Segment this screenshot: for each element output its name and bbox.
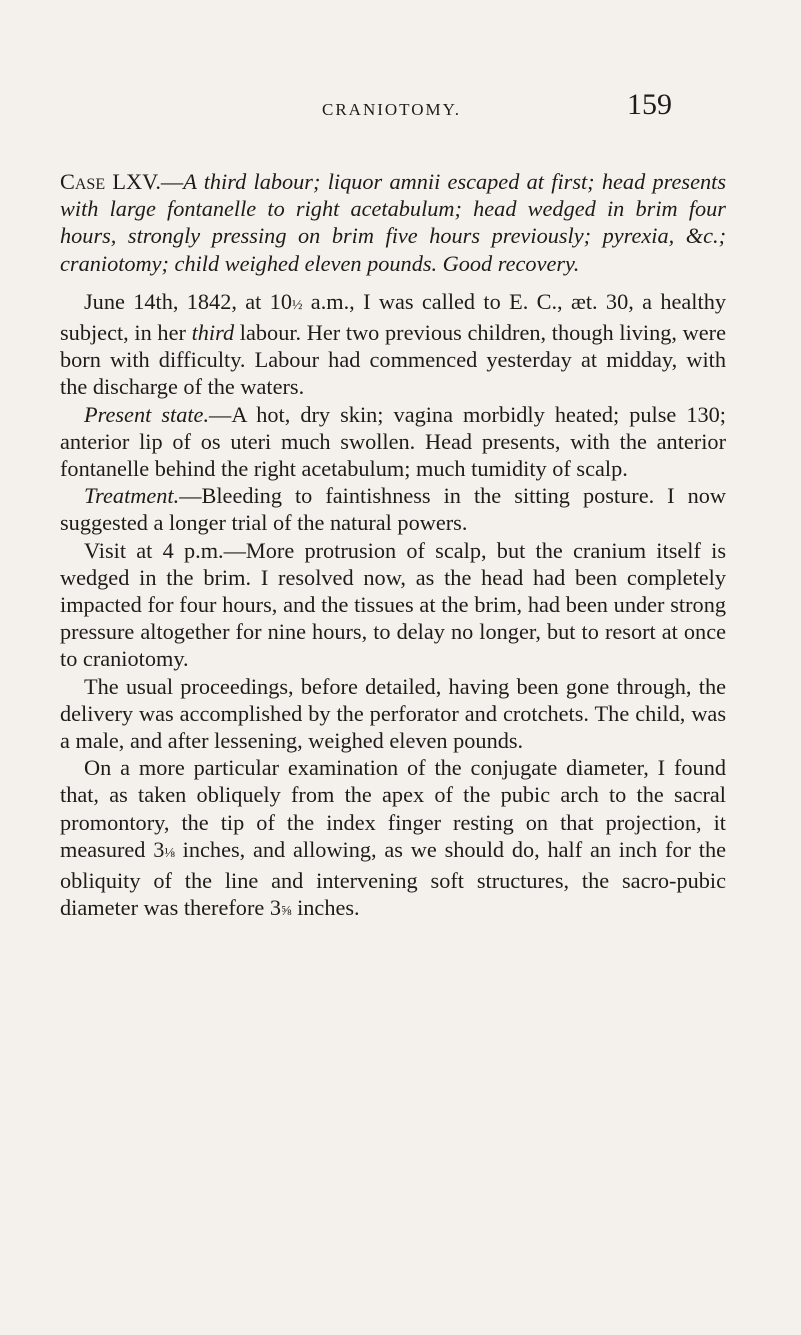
- body-text: [60, 168, 726, 925]
- case-summary: A third labour; liquor amnii escaped at first; head presents with large fontanelle to right acetabulum; head wedged in brim four hours, strongly pressing on brim five hours previously; pyrexia, &c.; craniotomy; child weighed eleven pounds. Good recovery.: [60, 169, 726, 276]
- intro-text-c: labour. Her two previous children, though living, were born with difficulty. Labour had commenced yesterday at midday, with the discharge of the waters.: [60, 320, 726, 400]
- case-heading: [60, 168, 726, 277]
- paragraph-examination: [60, 754, 726, 925]
- case-label: Case: [60, 169, 106, 194]
- paragraph-delivery: [60, 673, 726, 755]
- paragraph-present-state: [60, 401, 726, 483]
- present-state-lead: Present state.: [84, 401, 210, 427]
- treatment-text: —Bleeding to faintishness in the sitting posture. I now suggested a longer trial of the natural powers.: [60, 483, 726, 536]
- paragraph-treatment: [60, 482, 726, 536]
- visit-text: Visit at 4 p.m.—More protrusion of scalp, but the cranium itself is wedged in the brim. I resolved now, as the head had been completely impacted for four hours, and the tissues at the brim, had been under strong pressure altogether for nine hours, to delay no longer, but to resort at once to craniotomy.: [60, 537, 726, 672]
- paragraph-visit: [60, 537, 726, 673]
- case-number: LXV.: [112, 169, 161, 194]
- intro-text-b: a.m., I was called to E. C., æt. 30, a healthy subject, in her: [60, 288, 726, 346]
- intro-emphasis: third: [191, 320, 235, 346]
- delivery-text: The usual proceedings, before detailed, having been gone through, the delivery was accomplished by the perforator and crotchets. The child, was a male, and after lessening, weighed eleven pounds.: [60, 673, 726, 754]
- treatment-lead: Treatment.: [84, 483, 180, 509]
- paragraph-intro: [60, 288, 726, 401]
- exam-text-b: inches, and allowing, as we should do, half an inch for the obliquity of the line and intervening soft structures, the sacro-pubic diameter was therefore 3: [60, 836, 727, 921]
- fraction-eighth: ⅛: [164, 845, 175, 861]
- case-dash: —: [160, 169, 184, 194]
- exam-text-a: On a more particular examination of the conjugate diameter, I found that, as taken obliquely from the apex of the pubic arch to the sacral promontory, the tip of the index finger resting on that projection, it measured 3: [60, 755, 726, 862]
- fraction-half: ½: [291, 297, 303, 313]
- running-head-title: CRANIOTOMY.: [322, 100, 461, 119]
- fraction-five-eighths: ⅝: [281, 904, 292, 920]
- page-number: 159: [627, 88, 672, 121]
- exam-text-c: inches.: [291, 895, 360, 921]
- intro-text-a: June 14th, 1842, at 10: [84, 288, 292, 314]
- running-head: [60, 88, 672, 138]
- present-state-text: —A hot, dry skin; vagina morbidly heated; pulse 130; anterior lip of os uteri much swollen. Head presents, with the anterior fontanelle behind the right acetabulum; much tumidity of scalp.: [60, 401, 727, 482]
